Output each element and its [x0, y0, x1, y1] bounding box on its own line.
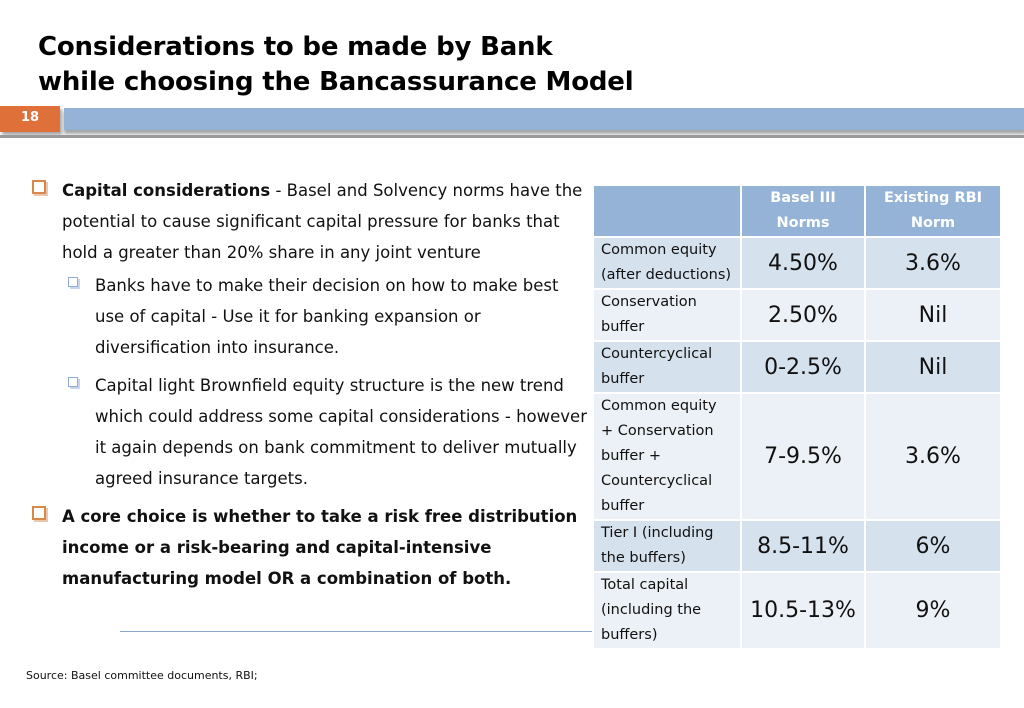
rbi-value: 9%: [865, 572, 1001, 649]
table-header-row: [593, 185, 1001, 237]
table-row: [593, 289, 1001, 341]
row-label: Tier I (including the buffers): [593, 520, 741, 572]
sub-bullet-text: Capital light Brownfield equity structure is the new trend which could address some capital considerations - however it again depends on bank commitment to deliver mutually agreed insurance targets.: [95, 376, 587, 488]
page-title: [38, 30, 633, 100]
rbi-value: Nil: [865, 341, 1001, 393]
header-divider: [0, 135, 1024, 138]
rbi-value: 3.6%: [865, 237, 1001, 289]
capital-considerations-text: - Basel and Solvency norms have the potential to cause significant capital pressure for banks that hold a greater than 20% share in any joint venture: [62, 181, 583, 262]
row-label: Common equity (after deductions): [593, 237, 741, 289]
square-bullet-icon: [32, 506, 46, 520]
header-cell-rbi: Existing RBI Norm: [865, 185, 1001, 237]
title-line-1: Considerations to be made by Bank: [38, 32, 553, 62]
sub-bullet-capital-light: [30, 370, 590, 494]
sub-bullet-use-of-capital: [30, 270, 590, 363]
rbi-value: Nil: [865, 289, 1001, 341]
header-cell-basel: Basel III Norms: [741, 185, 865, 237]
basel-value: 0-2.5%: [741, 341, 865, 393]
basel-value: 2.50%: [741, 289, 865, 341]
row-label: Common equity + Conservation buffer + Countercyclical buffer: [593, 393, 741, 520]
table-row: [593, 572, 1001, 649]
rbi-value: 6%: [865, 520, 1001, 572]
source-note: Source: Basel committee documents, RBI;: [26, 669, 258, 682]
table-row: [593, 520, 1001, 572]
table-row: [593, 393, 1001, 520]
title-line-2: while choosing the Bancassurance Model: [38, 67, 634, 97]
page-number-badge: 18: [0, 106, 60, 132]
table-row: [593, 341, 1001, 393]
content-divider: [120, 631, 595, 632]
table-row: [593, 237, 1001, 289]
basel-value: 4.50%: [741, 237, 865, 289]
basel-value: 10.5-13%: [741, 572, 865, 649]
rbi-value: 3.6%: [865, 393, 1001, 520]
bullet-content: [30, 175, 590, 596]
basel-value: 8.5-11%: [741, 520, 865, 572]
header-cell-blank: [593, 185, 741, 237]
row-label: Total capital (including the buffers): [593, 572, 741, 649]
capital-considerations-heading: Capital considerations: [62, 181, 271, 200]
core-choice-text: A core choice is whether to take a risk free distribution income or a risk-bearing and capital-intensive manufacturing model OR a combination of both.: [62, 507, 578, 588]
square-sub-bullet-icon: [68, 377, 78, 387]
square-sub-bullet-icon: [68, 277, 78, 287]
basel-value: 7-9.5%: [741, 393, 865, 520]
bullet-core-choice: [30, 501, 590, 594]
bullet-capital-considerations: [30, 175, 590, 268]
capital-norms-table: [592, 184, 1002, 650]
header-bar: [64, 108, 1024, 130]
row-label: Countercyclical buffer: [593, 341, 741, 393]
square-bullet-icon: [32, 180, 46, 194]
sub-bullet-text: Banks have to make their decision on how to make best use of capital - Use it for banking expansion or diversification into insurance.: [95, 276, 559, 357]
row-label: Conservation buffer: [593, 289, 741, 341]
